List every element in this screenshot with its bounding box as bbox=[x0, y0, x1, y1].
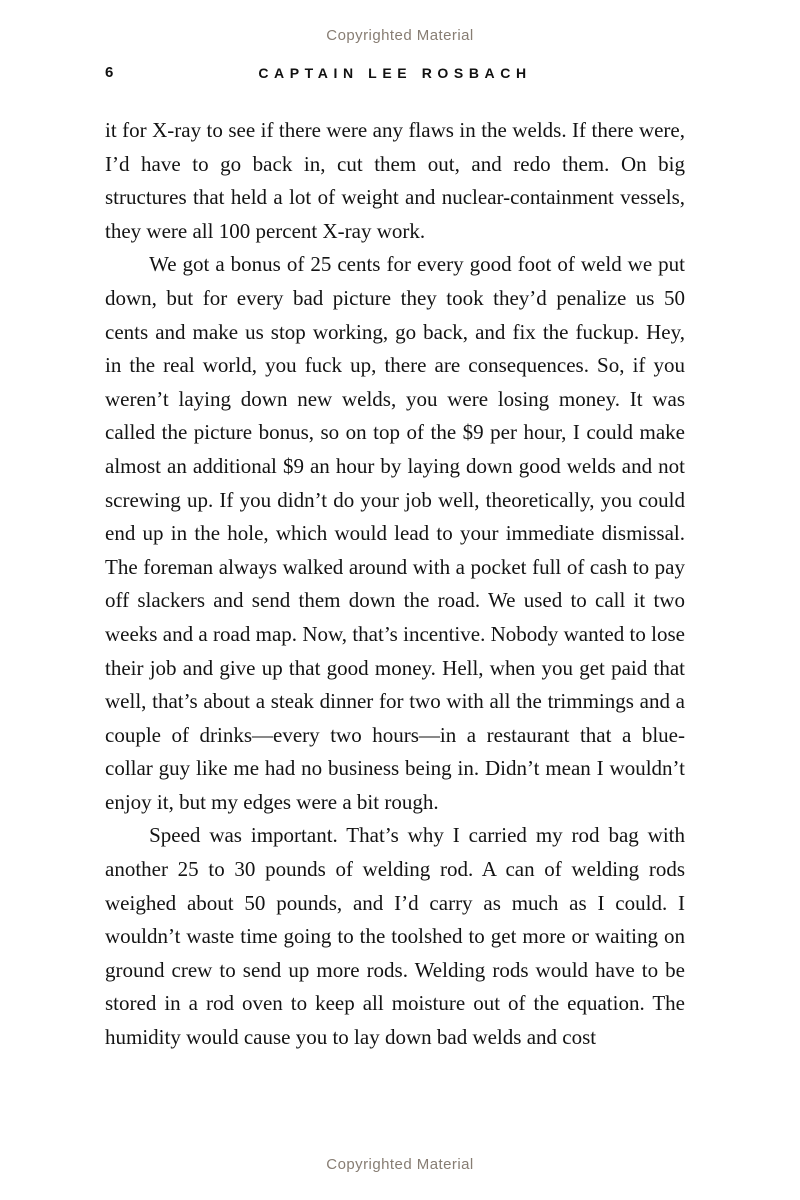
copyright-notice-top: Copyrighted Material bbox=[326, 27, 474, 44]
body-text bbox=[105, 114, 685, 1055]
copyright-notice-bottom: Copyrighted Material bbox=[326, 1156, 474, 1173]
page-header bbox=[105, 64, 685, 84]
paragraph: We got a bonus of 25 cents for every good foot of weld we put down, but for every bad picture they took they’d penalize us 50 cents and make us stop working, go back, and fix the fuckup. Hey, in the real world, you fuck up, there are consequences. So, if you weren’t laying down new welds, you were losing money. It was called the picture bonus, so on top of the $9 per hour, I could make almost an additional $9 an hour by laying down good welds and not screwing up. If you didn’t do your job well, theoretically, you could end up in the hole, which would lead to your immediate dismissal. The foreman always walked around with a pocket full of cash to pay off slackers and send them down the road. We used to call it two weeks and a road map. Now, that’s incentive. Nobody wanted to lose their job and give up that good money. Hell, when you get paid that well, that’s about a steak dinner for two with all the trimmings and a couple of drinks—every two hours—in a restaurant that a blue-collar guy like me had no business being in. Didn’t mean I wouldn’t enjoy it, but my edges were a bit rough. bbox=[105, 252, 685, 814]
paragraph: Speed was important. That’s why I carried my rod bag with another 25 to 30 pounds of welding rod. A can of welding rods weighed about 50 pounds, and I’d carry as much as I could. I wouldn’t waste time going to the toolshed to get more or waiting on ground crew to send up more rods. Welding rods would have to be stored in a rod oven to keep all moisture out of the equation. The humidity would cause you to lay down bad welds and cost bbox=[105, 823, 685, 1050]
running-header: CAPTAIN LEE ROSBACH bbox=[258, 65, 532, 81]
paragraph: it for X-ray to see if there were any flaws in the welds. If there were, I’d have to go back in, cut them out, and redo them. On big structures that held a lot of weight and nuclear-containment vessels, they were all 100 percent X-ray work. bbox=[105, 118, 685, 243]
page-number: 6 bbox=[105, 64, 115, 81]
